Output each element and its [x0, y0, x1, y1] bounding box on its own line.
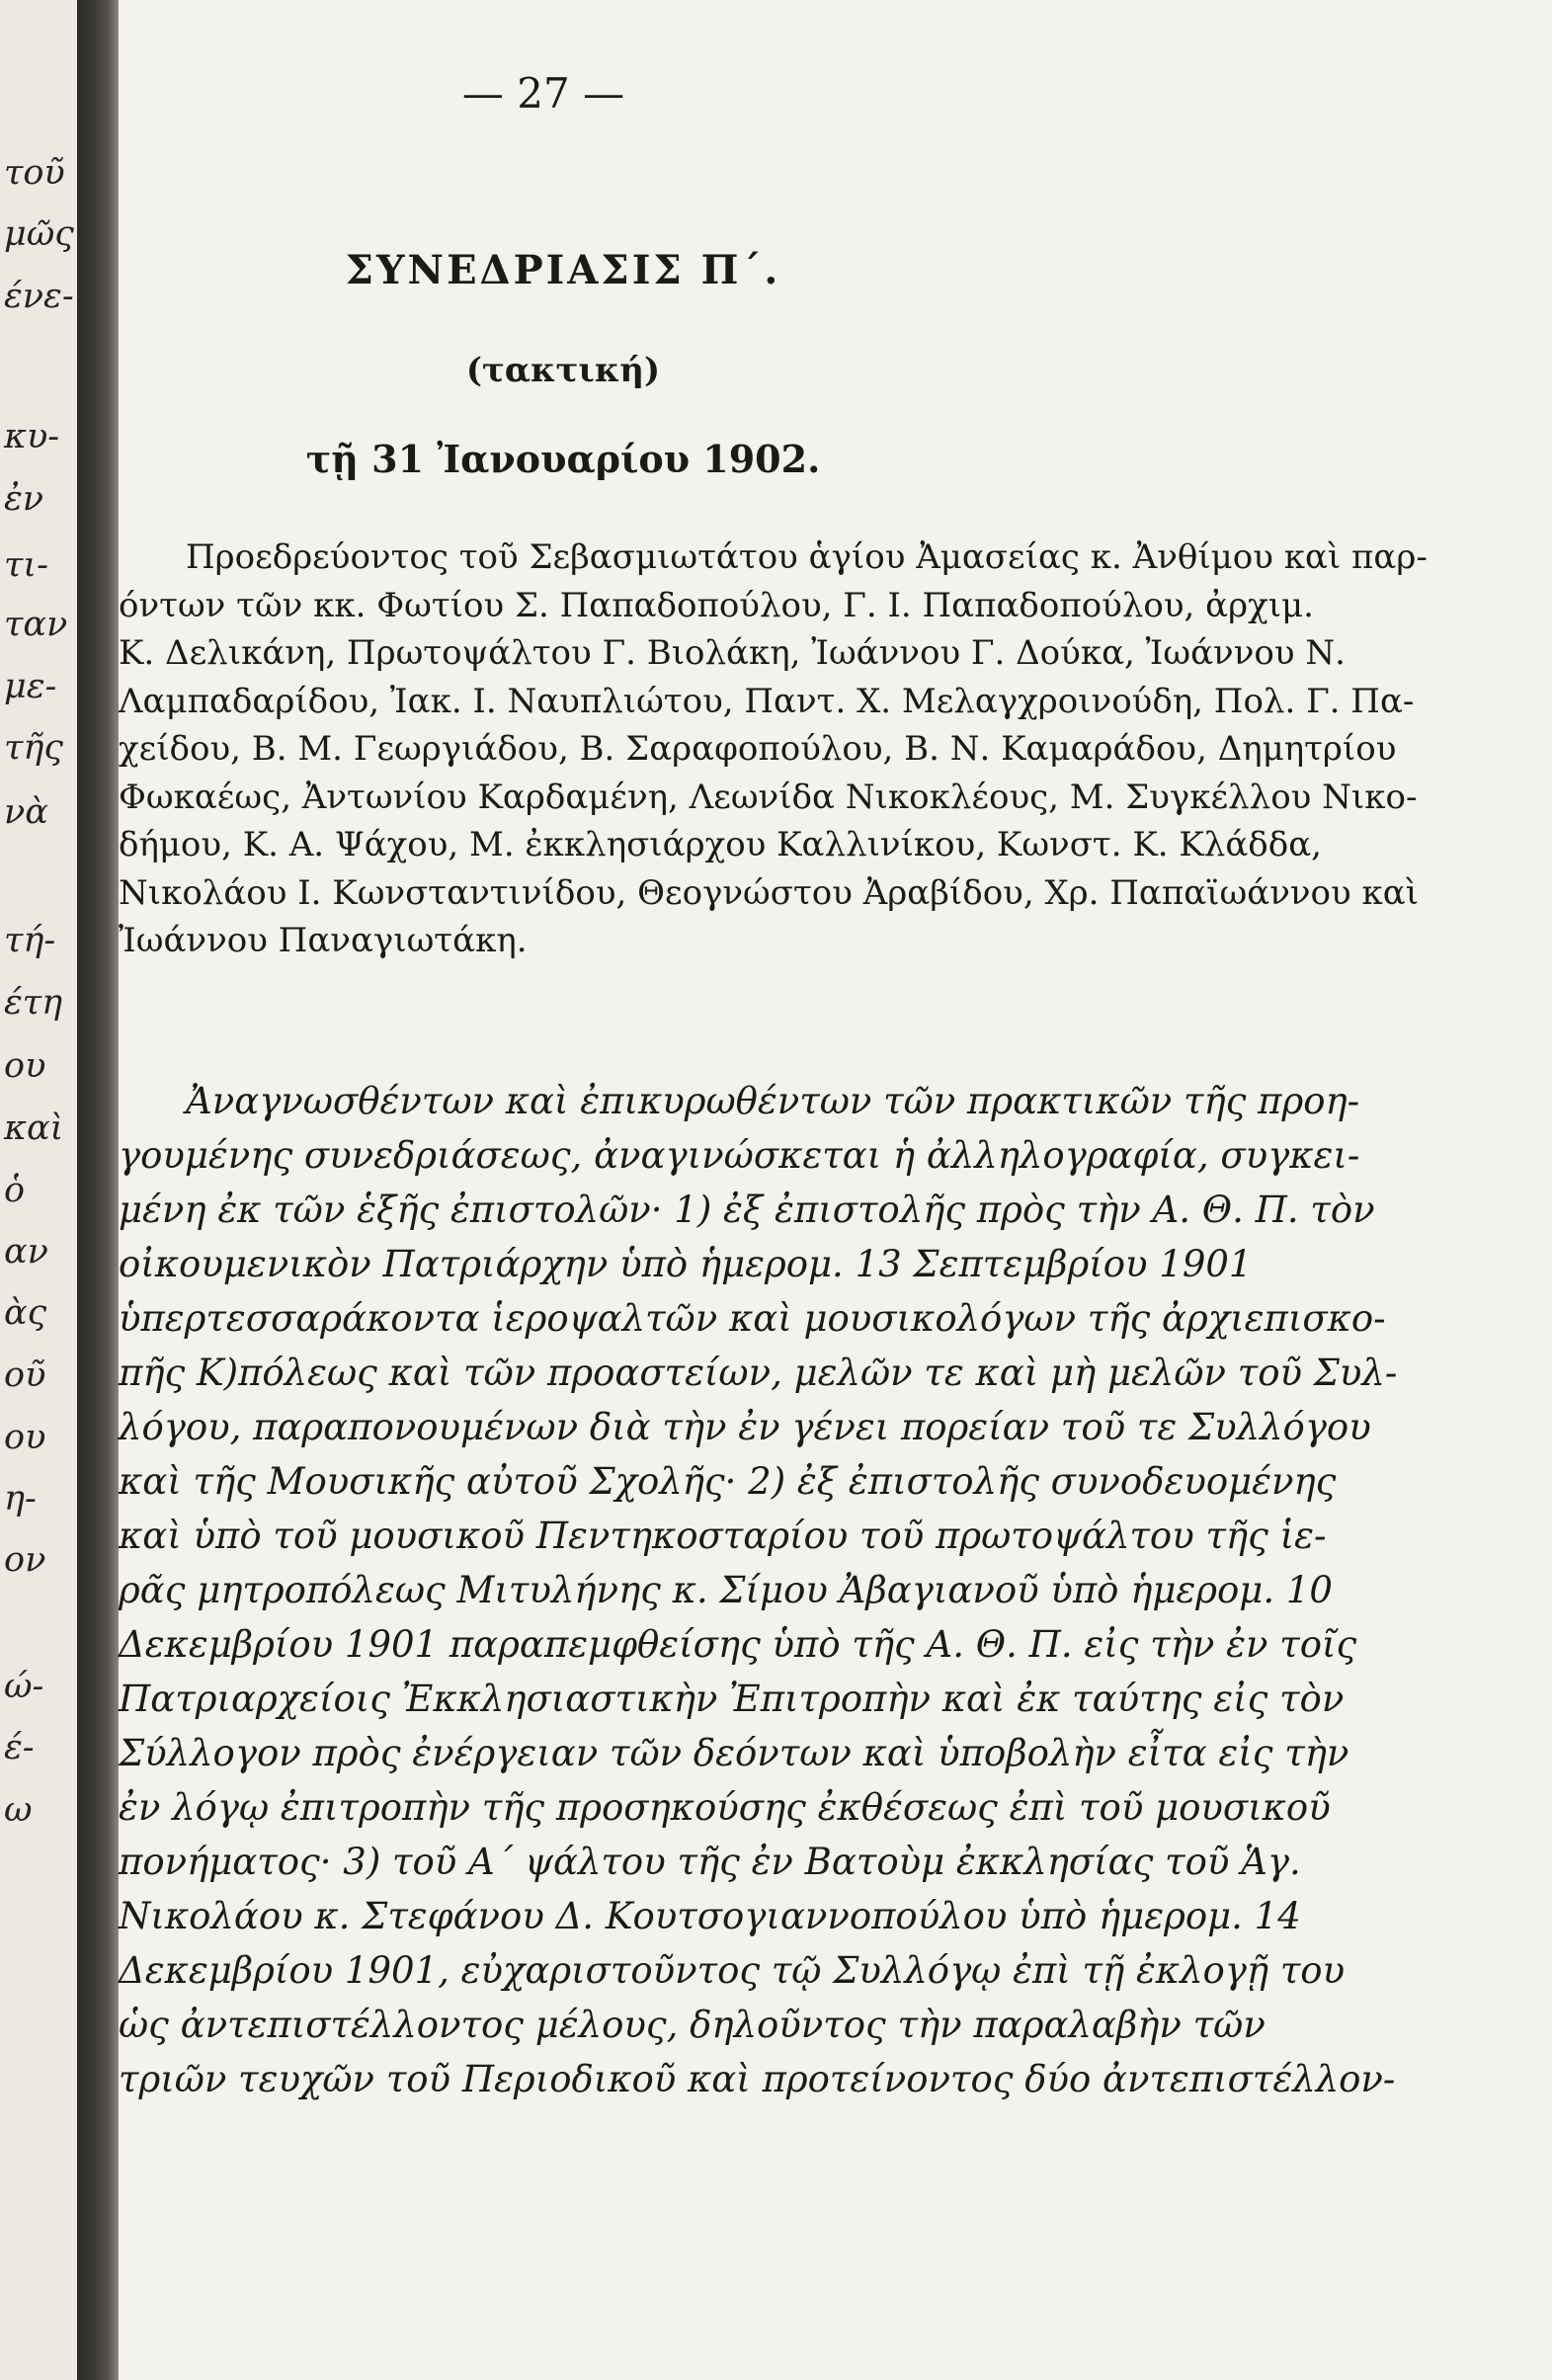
margin-fragment: τῆς	[4, 728, 63, 768]
margin-fragment: η-	[4, 1479, 37, 1518]
text-line: ὑπερτεσσαράκοντα ἱεροψαλτῶν καὶ μουσικολόγων τῆς ἀρχιεπισκο-	[119, 1297, 1386, 1340]
text-line: Δεκεμβρίου 1901, εὐχαριστοῦντος τῷ Συλλόγῳ ἐπὶ τῇ ἐκλογῇ του	[119, 1949, 1346, 1992]
text-line: πῆς Κ)πόλεως καὶ τῶν προαστείων, μελῶν τε καὶ μὴ μελῶν τοῦ Συλ-	[119, 1352, 1398, 1394]
session-title: ΣΥΝΕΔΡΙΑΣΙΣ Π΄.	[345, 247, 781, 293]
margin-fragment: οῦ	[4, 1355, 46, 1395]
margin-fragment: νὰ	[4, 792, 48, 832]
text-line: δήμου, Κ. Α. Ψάχου, Μ. ἐκκλησιάρχου Καλλινίκου, Κωνστ. Κ. Κλάδδα,	[119, 825, 1322, 864]
margin-fragment: ὁ	[4, 1171, 26, 1210]
text-line: καὶ τῆς Μουσικῆς αὐτοῦ Σχολῆς· 2) ἐξ ἐπιστολῆς συνοδευομένης	[119, 1460, 1337, 1503]
margin-fragment: ου	[4, 1046, 46, 1086]
session-type: (τακτική)	[465, 351, 661, 390]
margin-fragment: ἐν	[4, 479, 44, 519]
text-line: ἐν λόγῳ ἐπιτροπὴν τῆς προσηκούσης ἐκθέσεως ἐπὶ τοῦ μουσικοῦ	[119, 1786, 1331, 1829]
text-line: γουμένης συνεδριάσεως, ἀναγινώσκεται ἡ ἀλληλογραφία, συγκει-	[119, 1134, 1360, 1177]
margin-fragment: με-	[4, 667, 57, 706]
margin-fragment: τή-	[4, 921, 56, 960]
margin-fragment: καὶ	[4, 1108, 64, 1148]
text-line: πονήματος· 3) τοῦ Α΄ ψάλτου τῆς ἐν Βατοὺμ ἐκκλησίας τοῦ Ἁγ.	[119, 1841, 1301, 1883]
text-line: όντων τῶν κκ. Φωτίου Σ. Παπαδοπούλου, Γ. Ι. Παπαδοπούλου, ἀρχιμ.	[119, 585, 1314, 625]
text-line: τριῶν τευχῶν τοῦ Περιοδικοῦ καὶ προτείνοντος δύο ἀντεπιστέλλον-	[119, 2058, 1396, 2100]
margin-fragment: έ-	[4, 1728, 35, 1767]
margin-fragment: ω	[4, 1790, 33, 1830]
margin-fragment: τι-	[4, 545, 48, 585]
text-line: Φωκαέως, Ἀντωνίου Καρδαμένη, Λεωνίδα Νικοκλέους, Μ. Συγκέλλου Νικο-	[119, 777, 1418, 817]
margin-fragment: μῶς	[4, 214, 74, 254]
text-line: ὡς ἀντεπιστέλλοντος μέλους, δηλοῦντος τὴν παραλαβὴν τῶν	[119, 2004, 1266, 2046]
text-line: Κ. Δελικάνη, Πρωτοψάλτου Γ. Βιολάκη, Ἰωάννου Γ. Δούκα, Ἰωάννου Ν.	[119, 633, 1346, 673]
text-line: οἰκουμενικὸν Πατριάρχην ὑπὸ ἡμερομ. 13 Σεπτεμβρίου 1901	[119, 1243, 1253, 1285]
document-page	[119, 0, 1552, 2380]
margin-fragment: κυ-	[4, 417, 60, 456]
margin-fragment: ώ-	[4, 1667, 44, 1706]
margin-fragment: ὰς	[4, 1293, 47, 1333]
book-spine-shadow	[77, 0, 119, 2380]
text-line: Δεκεμβρίου 1901 παραπεμφθείσης ὑπὸ τῆς Α. Θ. Π. εἰς τὴν ἐν τοῖς	[119, 1623, 1357, 1666]
text-line: Ἰωάννου Παναγιωτάκη.	[119, 921, 528, 960]
text-line: Προεδρεύοντος τοῦ Σεβασμιωτάτου ἁγίου Ἀμασείας κ. Ἀνθίμου καὶ παρ-	[186, 537, 1428, 577]
attendance-paragraph	[119, 533, 1428, 965]
margin-fragment: ου	[4, 1418, 46, 1457]
page-number: — 27 —	[461, 69, 625, 118]
text-line: μένη ἐκ τῶν ἑξῆς ἐπιστολῶν· 1) ἐξ ἐπιστολῆς πρὸς τὴν Α. Θ. Π. τὸν	[119, 1189, 1375, 1231]
correspondence-paragraph	[119, 1074, 1398, 2106]
margin-fragment: ον	[4, 1540, 46, 1580]
previous-page-edge	[0, 0, 77, 2380]
margin-fragment: έτη	[4, 983, 63, 1023]
text-line: Ἀναγνωσθέντων καὶ ἐπικυρωθέντων τῶν πρακτικῶν τῆς προη-	[186, 1080, 1360, 1122]
text-line: χείδου, Β. Μ. Γεωργιάδου, Β. Σαραφοπούλου, Β. Ν. Καμαράδου, Δημητρίου	[119, 729, 1397, 769]
text-line: ρᾶς μητροπόλεως Μιτυλήνης κ. Σίμου Ἀβαγιανοῦ ὑπὸ ἡμερομ. 10	[119, 1569, 1333, 1611]
text-line: Νικολάου Ι. Κωνσταντινίδου, Θεογνώστου Ἀραβίδου, Χρ. Παπαϊωάννου καὶ	[119, 872, 1420, 913]
margin-fragment: ταν	[4, 605, 68, 644]
text-line: Πατριαρχείοις Ἐκκλησιαστικὴν Ἐπιτροπὴν καὶ ἐκ ταύτης εἰς τὸν	[119, 1678, 1345, 1720]
margin-fragment: αν	[4, 1232, 48, 1272]
margin-fragment: ένε-	[4, 277, 74, 316]
margin-fragment: τοῦ	[4, 153, 65, 193]
text-line: λόγου, παραπονουμένων διὰ τὴν ἐν γένει πορείαν τοῦ τε Συλλόγου	[119, 1406, 1371, 1448]
text-line: Σύλλογον πρὸς ἐνέργειαν τῶν δεόντων καὶ ὑποβολὴν εἶτα εἰς τὴν	[119, 1732, 1349, 1774]
session-date: τῇ 31 Ἰανουαρίου 1902.	[305, 437, 821, 481]
text-line: Νικολάου κ. Στεφάνου Δ. Κουτσογιαννοπούλου ὑπὸ ἡμερομ. 14	[119, 1895, 1301, 1937]
text-line: Λαμπαδαρίδου, Ἰακ. Ι. Ναυπλιώτου, Παντ. Χ. Μελαγχροινούδη, Πολ. Γ. Πα-	[119, 681, 1415, 721]
text-line: καὶ ὑπὸ τοῦ μουσικοῦ Πεντηκοσταρίου τοῦ πρωτοψάλτου τῆς ἱε-	[119, 1515, 1327, 1557]
